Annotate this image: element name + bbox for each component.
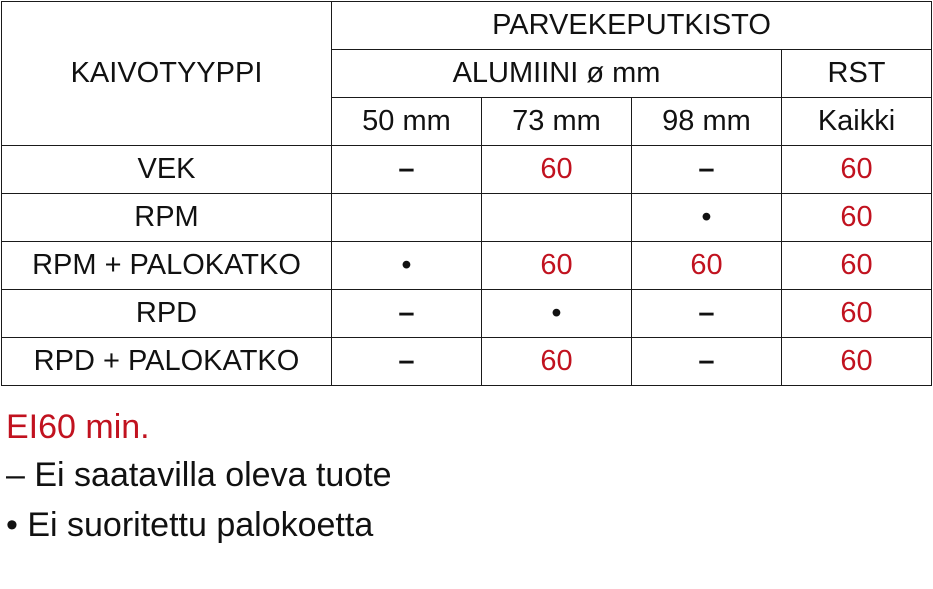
- column-header: 73 mm: [482, 98, 632, 146]
- row-label: RPD: [2, 290, 332, 338]
- row-label: RPM + PALOKATKO: [2, 242, 332, 290]
- table-row: [2, 146, 932, 194]
- table-cell: –: [332, 290, 482, 338]
- rst-header: RST: [782, 50, 932, 98]
- table-cell: –: [332, 146, 482, 194]
- table-row: [2, 290, 932, 338]
- table-cell: 60: [782, 242, 932, 290]
- header-row-1: [2, 2, 932, 50]
- table-cell: –: [632, 290, 782, 338]
- table-cell: 60: [482, 146, 632, 194]
- table-row: [2, 242, 932, 290]
- table-cell: –: [632, 146, 782, 194]
- table-cell: •: [632, 194, 782, 242]
- column-header: 50 mm: [332, 98, 482, 146]
- table-cell: 60: [632, 242, 782, 290]
- legend-ei60: EI60 min.: [6, 408, 150, 446]
- table-cell: [482, 194, 632, 242]
- table-row: [2, 338, 932, 386]
- table-cell: •: [482, 290, 632, 338]
- table-cell: –: [332, 338, 482, 386]
- type-column-header: KAIVOTYYPPI: [2, 2, 332, 146]
- row-label: VEK: [2, 146, 332, 194]
- table-cell: –: [632, 338, 782, 386]
- aluminium-header: ALUMIINI ø mm: [332, 50, 782, 98]
- table-cell: 60: [482, 338, 632, 386]
- row-label: RPD + PALOKATKO: [2, 338, 332, 386]
- table-cell: 60: [482, 242, 632, 290]
- table-cell: 60: [782, 290, 932, 338]
- column-header: Kaikki: [782, 98, 932, 146]
- table-cell: •: [332, 242, 482, 290]
- table-cell: 60: [782, 194, 932, 242]
- legend-not-tested: • Ei suoritettu palokoetta: [6, 506, 374, 544]
- legend-not-available: – Ei saatavilla oleva tuote: [6, 456, 392, 494]
- table-cell: 60: [782, 146, 932, 194]
- group-header: PARVEKEPUTKISTO: [332, 2, 932, 50]
- table-cell: 60: [782, 338, 932, 386]
- column-header: 98 mm: [632, 98, 782, 146]
- fire-rating-table: [1, 1, 932, 386]
- row-label: RPM: [2, 194, 332, 242]
- table-row: [2, 194, 932, 242]
- table-cell: [332, 194, 482, 242]
